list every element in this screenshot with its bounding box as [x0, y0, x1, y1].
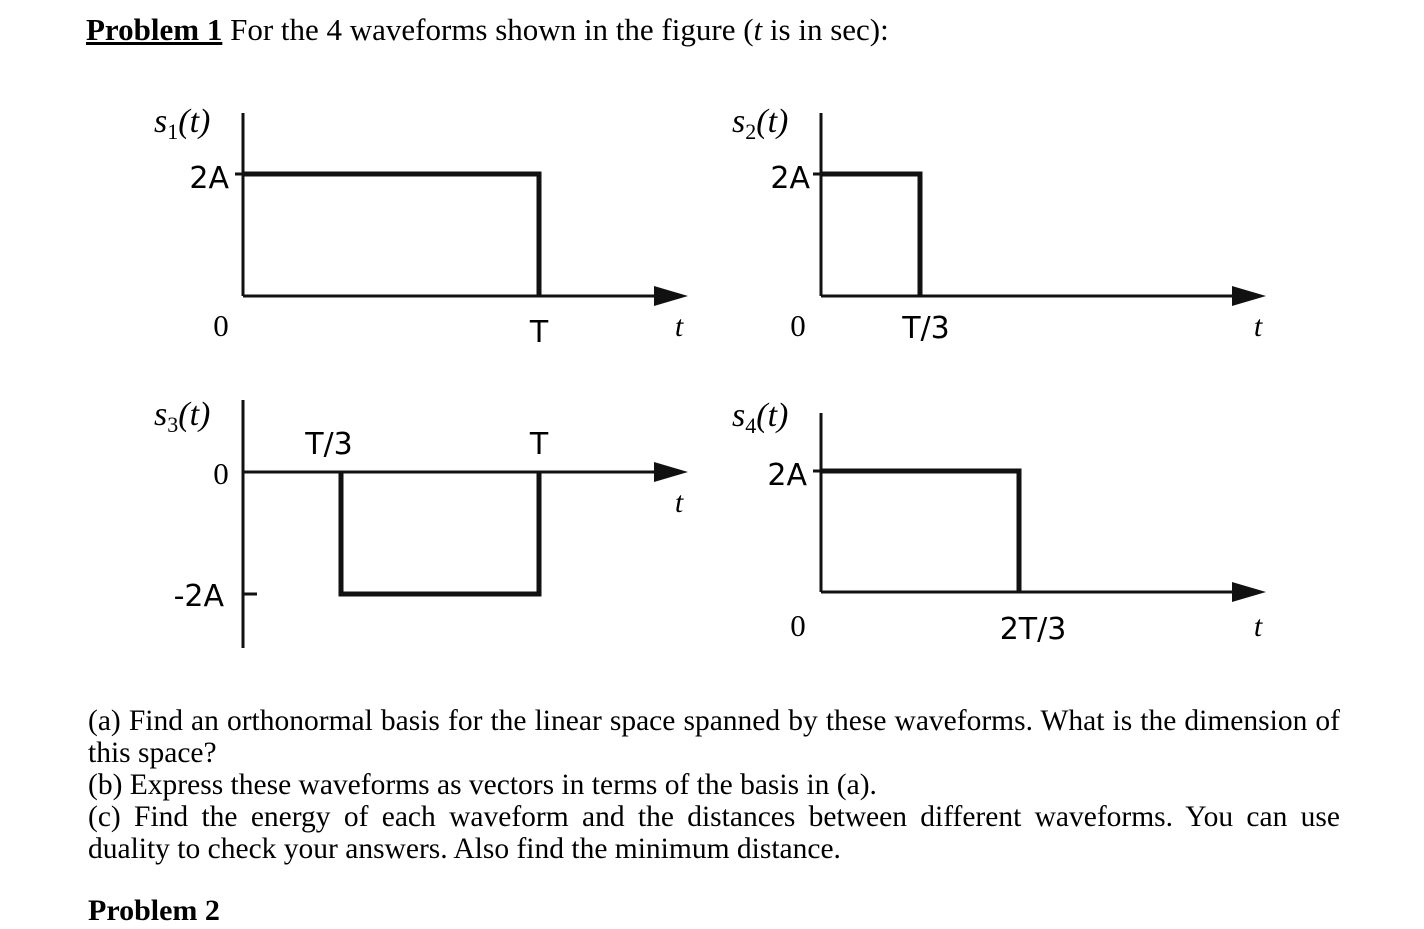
s3-time-axis-label: t [674, 486, 684, 519]
s4-name-label: $s_4(t)$ [732, 397, 789, 438]
header-text-after: is in sec): [762, 12, 889, 47]
s4-time-axis-label: t [1253, 610, 1263, 643]
s3-time-label-T: T [529, 427, 549, 462]
question-b: (b) Express these waveforms as vectors in terms of the basis in (a). [88, 769, 877, 801]
s1-zero-label: 0 [213, 308, 229, 343]
s3-time-label-T-over-3: T/3 [305, 427, 353, 462]
s4-time-label-2T-over-3: 2T/3 [999, 612, 1067, 647]
s2-amplitude-label: 2A [770, 161, 810, 196]
s4-amplitude-label: 2A [767, 458, 807, 493]
s1-name-label: $s_1(t)$ [154, 103, 211, 144]
s1-amplitude-label: 2A [189, 161, 229, 196]
s1-time-axis-arrow [654, 286, 688, 306]
s4-zero-label: 0 [790, 608, 806, 643]
waveform-s1-axes [243, 113, 658, 296]
question-a: (a) Find an orthonormal basis for the linear space spanned by these waveforms. What is the dimension of this space? [88, 705, 1340, 769]
header-text-before: For the 4 waveforms shown in the figure ( [222, 12, 754, 47]
waveform-s4-axes [821, 413, 1236, 592]
waveform-s2-axes [821, 113, 1236, 296]
s3-time-axis-arrow [654, 462, 688, 482]
s2-name-label: $s_2(t)$ [732, 103, 789, 144]
s3-amplitude-label: -2A [173, 579, 224, 614]
s2-time-axis-arrow [1232, 286, 1266, 306]
next-problem-heading: Problem 2 [88, 894, 220, 927]
problem-1-label: Problem 1 [86, 12, 223, 47]
waveform-s3-pulse [341, 472, 539, 594]
s2-zero-label: 0 [790, 308, 806, 343]
s2-time-label-T-over-3: T/3 [902, 311, 950, 346]
s2-time-axis-label: t [1253, 310, 1263, 343]
s4-time-axis-arrow [1232, 582, 1266, 602]
s3-zero-label: 0 [213, 456, 229, 491]
waveform-s1-pulse [243, 174, 539, 296]
question-c: (c) Find the energy of each waveform and the distances between different waveforms. You can use duality to check your answers. Also find the minimum distance. [88, 801, 1340, 865]
waveform-s4-pulse [821, 471, 1019, 592]
s1-time-axis-label: t [674, 310, 684, 343]
header-t-variable: t [753, 12, 763, 47]
s3-name-label: $s_3(t)$ [154, 396, 211, 437]
s1-time-label-T: T [529, 315, 549, 350]
waveform-s2-pulse [821, 174, 920, 296]
